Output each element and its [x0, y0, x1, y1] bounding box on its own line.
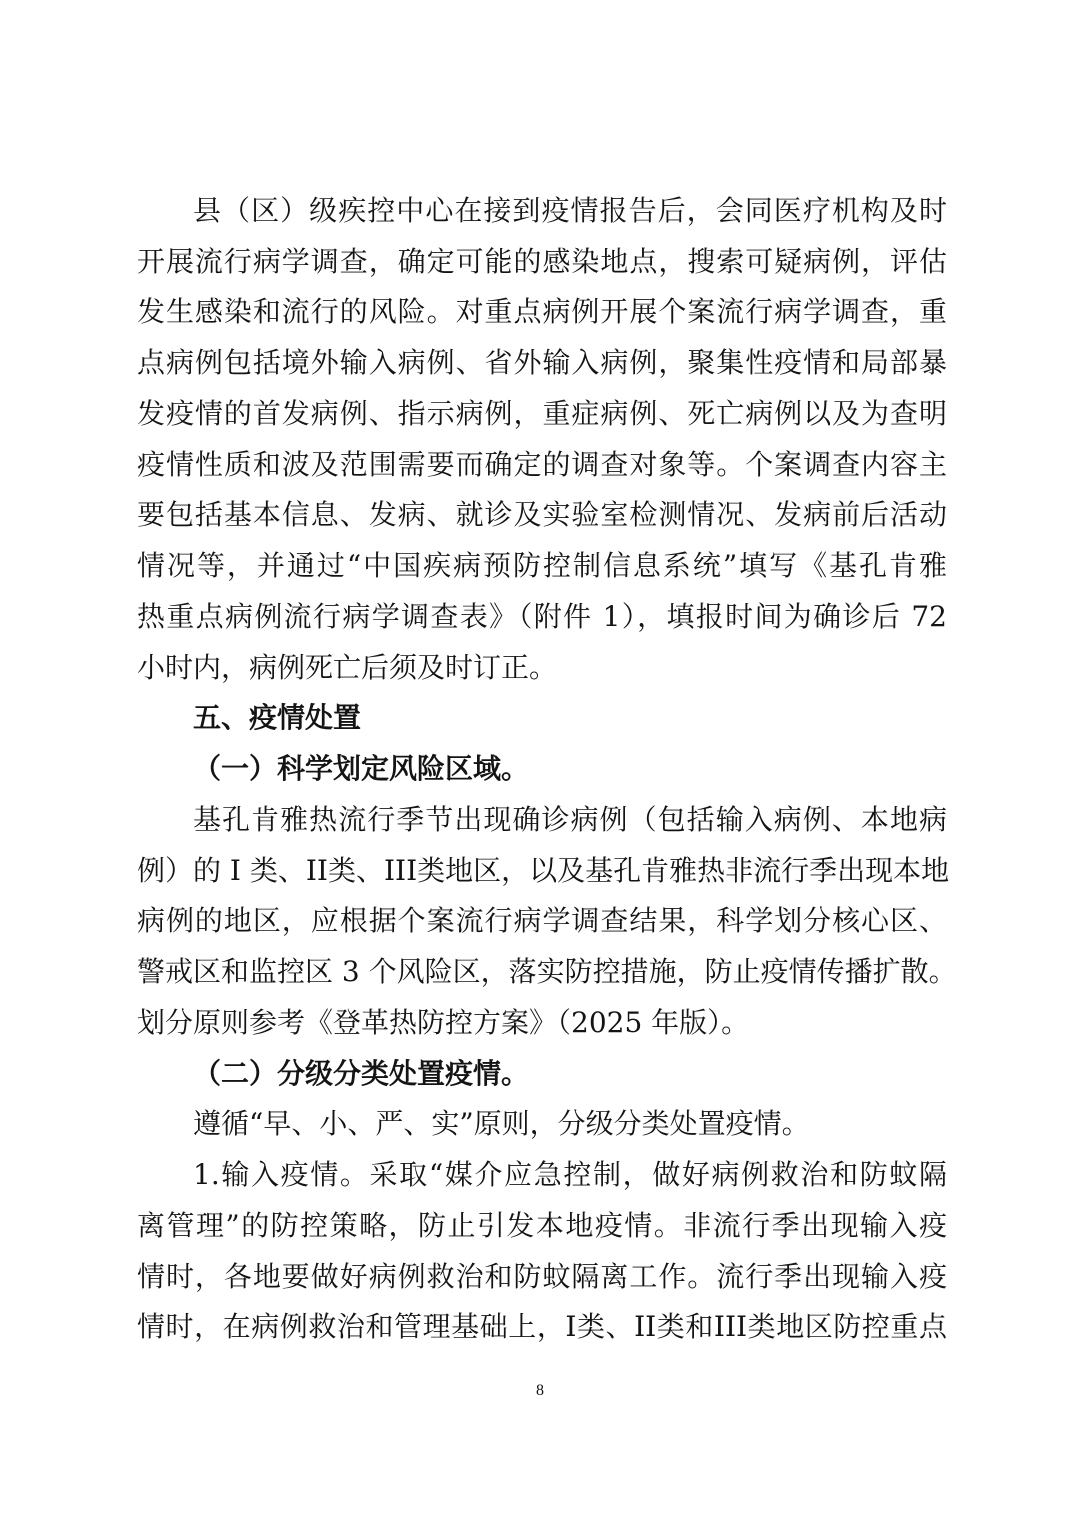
paragraph-line: 基孔肯雅热流行季节出现确诊病例（包括输入病例、本地病: [193, 803, 947, 836]
paragraph-line: 要包括基本信息、发病、就诊及实验室检测情况、发病前后活动: [137, 498, 947, 531]
section-heading: 五、疫情处置: [193, 701, 362, 734]
paragraph-line: 病例的地区，应根据个案流行病学调查结果，科学划分核心区、: [137, 904, 947, 937]
paragraph-line: 热重点病例流行病学调查表》（附件 1），填报时间为确诊后 72: [137, 600, 947, 633]
paragraph-line: 1.输入疫情。采取“媒介应急控制，做好病例救治和防蚊隔: [193, 1158, 947, 1191]
paragraph-line: 遵循“早、小、严、实”原则，分级分类处置疫情。: [193, 1107, 810, 1140]
paragraph-line: 县（区）级疾控中心在接到疫情报告后，会同医疗机构及时: [193, 194, 947, 227]
paragraph-line: 小时内，病例死亡后须及时订正。: [137, 651, 558, 684]
paragraph-line: 开展流行病学调查，确定可能的感染地点，搜索可疑病例，评估: [137, 245, 947, 278]
paragraph-line: 发生感染和流行的风险。对重点病例开展个案流行病学调查，重: [137, 295, 947, 328]
paragraph-line: 情况等，并通过“中国疾病预防控制信息系统”填写《基孔肯雅: [137, 549, 947, 582]
paragraph-line: 疫情性质和波及范围需要而确定的调查对象等。个案调查内容主: [137, 448, 947, 481]
subsection-heading: （一）科学划定风险区域。: [193, 752, 530, 785]
paragraph-line: 情时，各地要做好病例救治和防蚊隔离工作。流行季出现输入疫: [137, 1260, 947, 1293]
paragraph-line: 发疫情的首发病例、指示病例，重症病例、死亡病例以及为查明: [137, 397, 947, 430]
paragraph-line: 警戒区和监控区 3 个风险区，落实防控措施，防止疫情传播扩散。: [137, 955, 957, 988]
paragraph-line: 例）的 I 类、II类、III类地区，以及基孔肯雅热非流行季出现本地: [137, 854, 950, 887]
paragraph-line: 点病例包括境外输入病例、省外输入病例，聚集性疫情和局部暴: [137, 346, 947, 379]
paragraph-line: 离管理”的防控策略，防止引发本地疫情。非流行季出现输入疫: [137, 1209, 947, 1242]
page-number: 8: [536, 1382, 544, 1399]
paragraph-line: 情时，在病例救治和管理基础上，I类、II类和III类地区防控重点: [137, 1310, 947, 1343]
paragraph-line: 划分原则参考《登革热防控方案》（2025 年版）。: [137, 1006, 750, 1039]
subsection-heading: （二）分级分类处置疫情。: [193, 1057, 530, 1090]
